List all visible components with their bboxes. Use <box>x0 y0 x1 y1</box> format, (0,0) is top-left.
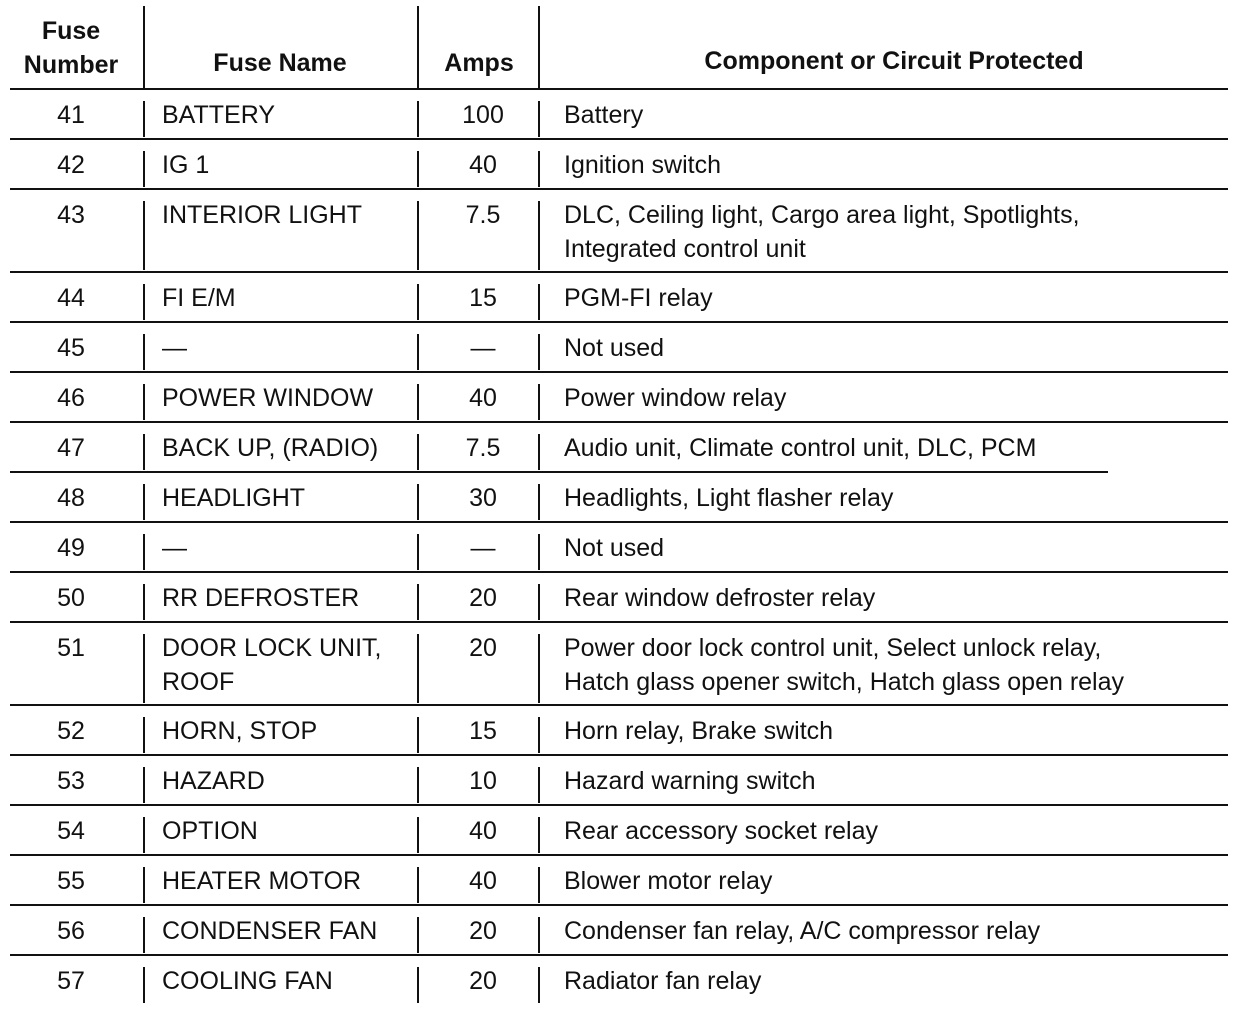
column-divider <box>417 201 419 270</box>
fuse-name-cell: POWER WINDOW <box>162 384 374 412</box>
amps-cell: 40 <box>469 384 497 412</box>
column-divider <box>538 867 540 903</box>
component-cell: Battery <box>564 101 644 129</box>
fuse-number-cell: 50 <box>57 584 85 612</box>
component-cell: Headlights, Light flasher relay <box>564 484 894 512</box>
fuse-name-cell: COOLING FAN <box>162 967 333 995</box>
fuse-number-cell: 43 <box>57 201 85 229</box>
column-divider <box>417 817 419 853</box>
row-divider <box>10 371 1228 373</box>
component-cell: Rear window defroster relay <box>564 584 876 612</box>
table-row <box>0 964 1248 1014</box>
table-row <box>0 531 1248 581</box>
fuse-number-cell: 47 <box>57 434 85 462</box>
header-divider <box>143 6 145 90</box>
amps-cell: 40 <box>469 817 497 845</box>
column-divider <box>538 101 540 137</box>
fuse-name-cell: DOOR LOCK UNIT, <box>162 634 382 662</box>
component-cell: Ignition switch <box>564 151 722 179</box>
component-cell: Not used <box>564 334 665 362</box>
header-divider <box>538 6 540 90</box>
table-row <box>0 764 1248 814</box>
column-divider <box>538 967 540 1003</box>
table-row <box>0 331 1248 381</box>
row-divider <box>10 521 1228 523</box>
column-divider <box>417 484 419 520</box>
fuse-name-cell: BATTERY <box>162 101 275 129</box>
column-divider <box>143 151 145 187</box>
column-divider <box>143 717 145 753</box>
fuse-name-cell: RR DEFROSTER <box>162 584 360 612</box>
column-divider <box>143 584 145 620</box>
fuse-number-cell: 57 <box>57 967 85 995</box>
fuse-number-cell: 56 <box>57 917 85 945</box>
fuse-number-cell: 49 <box>57 534 85 562</box>
fuse-number-cell: 54 <box>57 817 85 845</box>
column-divider <box>143 967 145 1003</box>
fuse-name-cell: HEATER MOTOR <box>162 867 362 895</box>
component-cell: Hazard warning switch <box>564 767 816 795</box>
amps-cell: 20 <box>469 584 497 612</box>
component-cell: Rear accessory socket relay <box>564 817 879 845</box>
column-divider <box>143 917 145 953</box>
component-cell: Horn relay, Brake switch <box>564 717 834 745</box>
amps-cell: 100 <box>462 101 504 129</box>
header-fuse-name: Fuse Name <box>213 49 347 77</box>
table-row <box>0 381 1248 431</box>
column-divider <box>538 634 540 703</box>
table-row <box>0 281 1248 331</box>
fuse-name-cell: INTERIOR LIGHT <box>162 201 363 229</box>
column-divider <box>538 334 540 370</box>
component-cell: Not used <box>564 534 665 562</box>
column-divider <box>417 334 419 370</box>
amps-cell: 20 <box>469 967 497 995</box>
table-row <box>0 631 1248 714</box>
fuse-name-cell: IG 1 <box>162 151 210 179</box>
column-divider <box>538 484 540 520</box>
column-divider <box>417 917 419 953</box>
column-divider <box>538 534 540 570</box>
column-divider <box>143 284 145 320</box>
row-divider <box>10 904 1228 906</box>
amps-cell: 10 <box>469 767 497 795</box>
component-cell: Blower motor relay <box>564 867 773 895</box>
table-row <box>0 481 1248 531</box>
table-row <box>0 198 1248 281</box>
component-cell: DLC, Ceiling light, Cargo area light, Spotlights, <box>564 201 1080 229</box>
header-component: Component or Circuit Protected <box>704 47 1084 75</box>
row-divider <box>10 704 1228 706</box>
column-divider <box>417 434 419 470</box>
amps-cell: 15 <box>469 717 497 745</box>
table-row <box>0 581 1248 631</box>
amps-cell: — <box>470 534 496 562</box>
column-divider <box>417 584 419 620</box>
row-divider <box>10 954 1228 956</box>
component-cell: PGM-FI relay <box>564 284 713 312</box>
column-divider <box>417 717 419 753</box>
amps-cell: 7.5 <box>465 201 501 229</box>
header-fuse-number <box>6 14 136 104</box>
amps-cell: 7.5 <box>465 434 501 462</box>
column-divider <box>143 434 145 470</box>
row-divider <box>10 188 1228 190</box>
table-row <box>0 714 1248 764</box>
column-divider <box>538 384 540 420</box>
column-divider <box>538 284 540 320</box>
component-cell-line2: Integrated control unit <box>564 235 806 263</box>
header-divider <box>417 6 419 90</box>
column-divider <box>143 384 145 420</box>
fuse-name-cell: OPTION <box>162 817 258 845</box>
column-divider <box>417 634 419 703</box>
amps-cell: 30 <box>469 484 497 512</box>
column-divider <box>417 101 419 137</box>
column-divider <box>538 151 540 187</box>
component-cell: Power window relay <box>564 384 787 412</box>
row-divider <box>10 571 1228 573</box>
header-fuse-number-line2: Number <box>23 51 119 79</box>
column-divider <box>538 584 540 620</box>
row-divider <box>10 138 1228 140</box>
column-divider <box>538 767 540 803</box>
fuse-name-cell-line2: ROOF <box>162 668 235 696</box>
amps-cell: 40 <box>469 151 497 179</box>
column-divider <box>143 334 145 370</box>
component-cell: Power door lock control unit, Select unlock relay, <box>564 634 1102 662</box>
column-divider <box>143 101 145 137</box>
column-divider <box>143 534 145 570</box>
amps-cell: 20 <box>469 917 497 945</box>
fuse-name-cell: — <box>162 334 187 362</box>
column-divider <box>143 867 145 903</box>
row-divider <box>10 804 1228 806</box>
header-amps: Amps <box>444 49 514 77</box>
amps-cell: 15 <box>469 284 497 312</box>
fuse-number-cell: 52 <box>57 717 85 745</box>
row-divider <box>10 421 1228 423</box>
column-divider <box>417 534 419 570</box>
amps-cell: 40 <box>469 867 497 895</box>
table-row <box>0 914 1248 964</box>
column-divider <box>417 867 419 903</box>
fuse-name-cell: HEADLIGHT <box>162 484 306 512</box>
fuse-number-cell: 46 <box>57 384 85 412</box>
table-row <box>0 98 1248 148</box>
header-rule <box>10 88 1228 90</box>
column-divider <box>143 201 145 270</box>
column-divider <box>143 817 145 853</box>
table-row <box>0 431 1248 481</box>
table-row <box>0 864 1248 914</box>
fuse-name-cell: BACK UP, (RADIO) <box>162 434 379 462</box>
column-divider <box>143 634 145 703</box>
fuse-number-cell: 55 <box>57 867 85 895</box>
fuse-number-cell: 53 <box>57 767 85 795</box>
row-divider <box>10 471 1108 473</box>
component-cell: Condenser fan relay, A/C compressor relay <box>564 917 1041 945</box>
fuse-number-cell: 42 <box>57 151 85 179</box>
column-divider <box>417 384 419 420</box>
fuse-name-cell: CONDENSER FAN <box>162 917 378 945</box>
fuse-name-cell: FI E/M <box>162 284 236 312</box>
fuse-number-cell: 41 <box>57 101 85 129</box>
row-divider <box>10 621 1228 623</box>
row-divider <box>10 754 1228 756</box>
column-divider <box>538 434 540 470</box>
column-divider <box>417 284 419 320</box>
column-divider <box>143 484 145 520</box>
row-divider <box>10 271 1228 273</box>
fuse-name-cell: — <box>162 534 187 562</box>
column-divider <box>538 201 540 270</box>
fuse-number-cell: 51 <box>57 634 85 662</box>
row-divider <box>10 854 1228 856</box>
component-cell-line2: Hatch glass opener switch, Hatch glass open relay <box>564 668 1125 696</box>
column-divider <box>417 151 419 187</box>
column-divider <box>538 717 540 753</box>
fuse-number-cell: 48 <box>57 484 85 512</box>
amps-cell: 20 <box>469 634 497 662</box>
header-fuse-number-line1: Fuse <box>41 17 101 45</box>
fuse-name-cell: HAZARD <box>162 767 265 795</box>
table-row <box>0 148 1248 198</box>
column-divider <box>417 767 419 803</box>
table-row <box>0 814 1248 864</box>
fuse-number-cell: 44 <box>57 284 85 312</box>
amps-cell: — <box>470 334 496 362</box>
fuse-name-cell: HORN, STOP <box>162 717 318 745</box>
column-divider <box>538 817 540 853</box>
column-divider <box>538 917 540 953</box>
column-divider <box>417 967 419 1003</box>
row-divider <box>10 321 1228 323</box>
fuse-number-cell: 45 <box>57 334 85 362</box>
component-cell: Radiator fan relay <box>564 967 762 995</box>
component-cell: Audio unit, Climate control unit, DLC, PCM <box>564 434 1037 462</box>
column-divider <box>143 767 145 803</box>
